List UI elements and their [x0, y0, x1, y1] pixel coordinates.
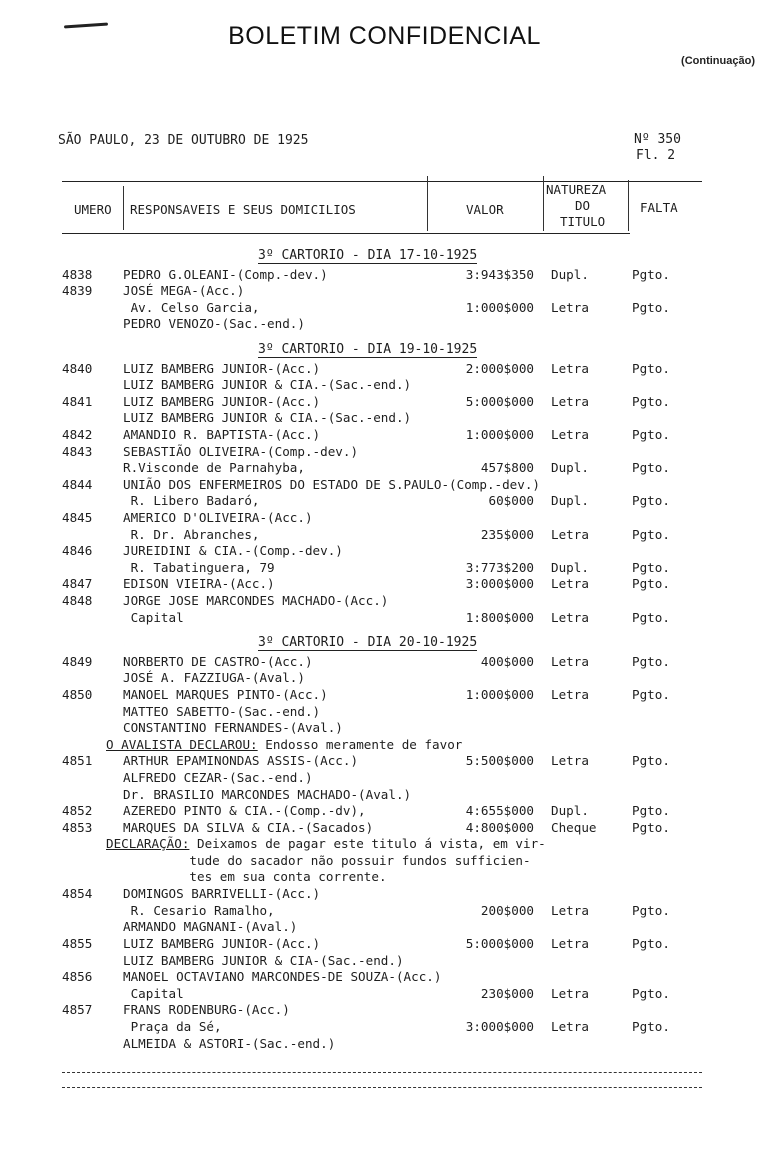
title-value: 400$000	[480, 653, 534, 669]
table-row	[0, 283, 769, 300]
section-heading-text: 3º CARTORIO - DIA 17-10-1925	[258, 248, 478, 263]
responsible-party: PEDRO G.OLEANI-(Comp.-dev.)	[123, 266, 328, 282]
table-row	[0, 560, 769, 577]
responsible-party: CONSTANTINO FERNANDES-(Aval.)	[123, 720, 343, 736]
section-heading-text: 3º CARTORIO - DIA 20-10-1925	[258, 635, 478, 651]
title-value: 457$800	[480, 460, 534, 476]
table-row	[0, 477, 769, 494]
table-row	[0, 787, 769, 804]
bulletin-number: Nº 350	[634, 132, 681, 147]
failure-reason: Pgto.	[632, 493, 670, 509]
table-row	[0, 919, 769, 936]
title-value: 1:000$000	[465, 427, 534, 442]
section-heading-text: 3º CARTORIO - DIA 19-10-1925	[258, 342, 478, 357]
title-value: 5:500$000	[465, 753, 534, 769]
title-value: 4:800$000	[465, 819, 534, 835]
title-nature: Letra	[551, 936, 589, 951]
table-row	[0, 493, 769, 510]
responsible-party: PEDRO VENOZO-(Sac.-end.)	[123, 316, 305, 332]
responsible-party: AZEREDO PINTO & CIA.-(Comp.-dv),	[123, 803, 366, 819]
title-value: 2:000$000	[465, 360, 534, 376]
continuation-label: (Continuação)	[681, 55, 755, 67]
responsible-party: DOMINGOS BARRIVELLI-(Acc.)	[123, 886, 321, 902]
failure-reason: Pgto.	[632, 526, 670, 542]
entry-number: 4842	[62, 427, 93, 442]
responsible-party: FRANS RODENBURG-(Acc.)	[123, 1002, 290, 1018]
failure-reason: Pgto.	[632, 1019, 670, 1034]
responsible-party: R. Libero Badaró,	[123, 493, 260, 509]
table-row	[0, 300, 769, 317]
table-row	[0, 986, 769, 1003]
responsible-party: LUIZ BAMBERG JUNIOR-(Acc.)	[123, 393, 321, 409]
responsible-party: SEBASTIÃO OLIVEIRA-(Comp.-dev.)	[123, 443, 359, 459]
document-title: BOLETIM CONFIDENCIAL	[228, 22, 541, 50]
header-responsaveis: RESPONSAVEIS E SEUS DOMICILIOS	[130, 202, 356, 217]
failure-reason: Pgto.	[632, 460, 670, 476]
title-value: 3:773$200	[465, 559, 534, 575]
failure-reason: Pgto.	[632, 985, 670, 1001]
table-row	[0, 903, 769, 920]
declaration-text: Deixamos de pagar este titulo á vista, em vir-	[189, 836, 546, 852]
table-row	[0, 377, 769, 394]
table-row	[0, 527, 769, 544]
responsible-party: ARMANDO MAGNANI-(Aval.)	[123, 919, 298, 935]
table-row	[0, 720, 769, 737]
table-row	[0, 1002, 769, 1019]
declaration-line	[106, 836, 686, 853]
footer-rule	[62, 1072, 702, 1073]
column-divider	[543, 176, 544, 231]
entry-number: 4852	[62, 803, 93, 819]
header-natureza-2: DO	[575, 198, 591, 213]
title-nature: Letra	[551, 985, 589, 1001]
responsible-party: ALMEIDA & ASTORI-(Sac.-end.)	[123, 1035, 336, 1051]
table-row	[0, 460, 769, 477]
responsible-party: MANOEL OCTAVIANO MARCONDES-DE SOUZA-(Acc.)	[123, 969, 442, 985]
avalist-note-label: O AVALISTA DECLAROU:	[106, 736, 258, 752]
title-nature: Letra	[551, 427, 589, 442]
column-divider	[628, 180, 629, 231]
entry-number: 4843	[62, 443, 93, 459]
failure-reason: Pgto.	[632, 902, 670, 918]
entry-number: 4856	[62, 969, 93, 985]
table-row	[0, 670, 769, 687]
table-row	[0, 316, 769, 333]
title-value: 1:800$000	[465, 609, 534, 625]
table-row	[0, 576, 769, 593]
responsible-party: EDISON VIEIRA-(Acc.)	[123, 576, 275, 592]
table-row	[0, 444, 769, 461]
title-nature: Dupl.	[551, 266, 589, 282]
table-row	[0, 593, 769, 610]
table-row	[0, 610, 769, 627]
table-row	[0, 427, 769, 444]
declaration-line	[106, 869, 686, 886]
responsible-party: Capital	[123, 609, 184, 625]
title-nature: Cheque	[551, 819, 597, 835]
table-row	[0, 510, 769, 527]
title-value: 230$000	[480, 985, 534, 1001]
failure-reason: Pgto.	[632, 936, 670, 951]
section-heading	[0, 342, 769, 360]
responsible-party: JORGE JOSE MARCONDES MACHADO-(Acc.)	[123, 593, 389, 608]
failure-reason: Pgto.	[632, 427, 670, 442]
header-natureza-3: TITULO	[560, 214, 606, 229]
responsible-party: MATTEO SABETTO-(Sac.-end.)	[123, 703, 321, 719]
title-value: 235$000	[480, 526, 534, 542]
section-heading	[0, 248, 769, 266]
title-nature: Letra	[551, 902, 589, 918]
entry-number: 4849	[62, 653, 93, 669]
entry-number: 4851	[62, 753, 93, 769]
title-value: 200$000	[480, 902, 534, 918]
failure-reason: Pgto.	[632, 609, 670, 625]
title-value: 1:000$000	[465, 687, 534, 702]
responsible-party: LUIZ BAMBERG JUNIOR-(Acc.)	[123, 360, 321, 376]
title-nature: Letra	[551, 1019, 589, 1034]
entry-number: 4853	[62, 819, 93, 835]
title-value: 3:000$000	[465, 1019, 534, 1034]
responsible-party: ARTHUR EPAMINONDAS ASSIS-(Acc.)	[123, 753, 359, 769]
failure-reason: Pgto.	[632, 576, 670, 592]
title-nature: Dupl.	[551, 460, 589, 476]
failure-reason: Pgto.	[632, 559, 670, 575]
responsible-party: R.Visconde de Parnahyba,	[123, 460, 305, 476]
table-row	[0, 936, 769, 953]
responsible-party: Dr. BRASILIO MARCONDES MACHADO-(Aval.)	[123, 786, 412, 802]
declaration	[106, 836, 686, 886]
table-row	[0, 953, 769, 970]
responsible-party: R. Dr. Abranches,	[123, 526, 260, 542]
avalist-note-text: Endosso meramente de favor	[257, 736, 463, 752]
header-valor: VALOR	[466, 202, 504, 217]
responsible-party: Capital	[123, 985, 184, 1001]
responsible-party: R. Cesario Ramalho,	[123, 902, 275, 918]
table-row	[0, 803, 769, 820]
title-nature: Letra	[551, 609, 589, 625]
title-nature: Dupl.	[551, 803, 589, 819]
responsible-party: Av. Celso Garcia,	[123, 299, 260, 315]
table-row	[0, 753, 769, 770]
entry-number: 4841	[62, 393, 93, 409]
title-value: 4:655$000	[465, 803, 534, 819]
declaration-text: tes em sua conta corrente.	[106, 869, 387, 885]
responsible-party: ALFREDO CEZAR-(Sac.-end.)	[123, 770, 313, 785]
title-value: 5:000$000	[465, 393, 534, 409]
title-nature: Letra	[551, 753, 589, 769]
entry-number: 4855	[62, 936, 93, 951]
failure-reason: Pgto.	[632, 819, 670, 835]
declaration-text: tude do sacador não possuir fundos sufficien-	[106, 852, 531, 868]
table-row	[0, 654, 769, 671]
table-row	[0, 969, 769, 986]
responsible-party: LUIZ BAMBERG JUNIOR & CIA.-(Sac.-end.)	[123, 410, 412, 426]
title-nature: Letra	[551, 526, 589, 542]
declaration-line	[106, 853, 686, 870]
responsible-party: JOSÉ MEGA-(Acc.)	[123, 283, 245, 299]
responsible-party: R. Tabatinguera, 79	[123, 559, 275, 575]
entry-number: 4846	[62, 543, 93, 559]
table-row	[0, 1019, 769, 1036]
table-row	[0, 1036, 769, 1053]
avalist-note	[106, 737, 686, 754]
title-nature: Letra	[551, 687, 589, 702]
title-nature: Dupl.	[551, 559, 589, 575]
responsible-party: JOSÉ A. FAZZIUGA-(Aval.)	[123, 670, 305, 686]
entry-number: 4844	[62, 476, 93, 492]
entry-number: 4839	[62, 283, 93, 299]
sheet-number: Fl. 2	[636, 148, 676, 163]
responsible-party: MARQUES DA SILVA & CIA.-(Sacados)	[123, 819, 374, 835]
entry-number: 4850	[62, 687, 93, 702]
section-heading	[0, 635, 769, 653]
failure-reason: Pgto.	[632, 360, 670, 376]
failure-reason: Pgto.	[632, 266, 670, 282]
header-natureza-1: NATUREZA	[546, 182, 607, 197]
entry-number: 4854	[62, 886, 93, 902]
responsible-party: AMANDIO R. BAPTISTA-(Acc.)	[123, 427, 321, 442]
responsible-party: Praça da Sé,	[123, 1019, 222, 1034]
failure-reason: Pgto.	[632, 299, 670, 315]
table-row	[0, 267, 769, 284]
header-numero: UMERO	[74, 202, 112, 217]
failure-reason: Pgto.	[632, 393, 670, 409]
entry-number: 4840	[62, 360, 93, 376]
entry-number: 4847	[62, 576, 93, 592]
title-value: 60$000	[488, 493, 534, 509]
header-falta: FALTA	[640, 200, 678, 215]
bulletin-number-block	[634, 132, 681, 164]
responsible-party: JUREIDINI & CIA.-(Comp.-dev.)	[123, 543, 343, 559]
failure-reason: Pgto.	[632, 753, 670, 769]
title-nature: Letra	[551, 653, 589, 669]
failure-reason: Pgto.	[632, 653, 670, 669]
table-row	[0, 543, 769, 560]
responsible-party: AMERICO D'OLIVEIRA-(Acc.)	[123, 510, 313, 525]
dateline: SÃO PAULO, 23 DE OUTUBRO DE 1925	[58, 133, 309, 148]
entry-number: 4838	[62, 266, 93, 282]
table-row	[0, 820, 769, 837]
column-divider	[427, 176, 428, 231]
title-value: 3:000$000	[465, 576, 534, 592]
table-row	[0, 410, 769, 427]
table-header-rule	[62, 233, 630, 234]
responsible-party: LUIZ BAMBERG JUNIOR & CIA.-(Sac.-end.)	[123, 377, 412, 393]
declaration-label: DECLARAÇÃO:	[106, 836, 190, 852]
responsible-party: UNIÃO DOS ENFERMEIROS DO ESTADO DE S.PAULO-(Comp.-dev.)	[123, 476, 541, 492]
failure-reason: Pgto.	[632, 803, 670, 819]
title-value: 1:000$000	[465, 299, 534, 315]
entry-number: 4845	[62, 510, 93, 525]
title-value: 3:943$350	[465, 266, 534, 282]
failure-reason: Pgto.	[632, 687, 670, 702]
title-nature: Letra	[551, 393, 589, 409]
title-nature: Dupl.	[551, 493, 589, 509]
table-row	[0, 770, 769, 787]
title-nature: Letra	[551, 299, 589, 315]
table-row	[0, 394, 769, 411]
title-nature: Letra	[551, 360, 589, 376]
column-divider	[123, 186, 124, 230]
title-value: 5:000$000	[465, 936, 534, 951]
footer-rule	[62, 1087, 702, 1088]
responsible-party: MANOEL MARQUES PINTO-(Acc.)	[123, 687, 328, 702]
table-row	[0, 687, 769, 704]
table-row	[0, 886, 769, 903]
responsible-party: NORBERTO DE CASTRO-(Acc.)	[123, 653, 313, 669]
table-row	[0, 361, 769, 378]
table-row	[0, 704, 769, 721]
entry-number: 4848	[62, 593, 93, 608]
title-nature: Letra	[551, 576, 589, 592]
responsible-party: LUIZ BAMBERG JUNIOR & CIA-(Sac.-end.)	[123, 952, 404, 968]
entry-number: 4857	[62, 1002, 93, 1018]
responsible-party: LUIZ BAMBERG JUNIOR-(Acc.)	[123, 936, 321, 951]
